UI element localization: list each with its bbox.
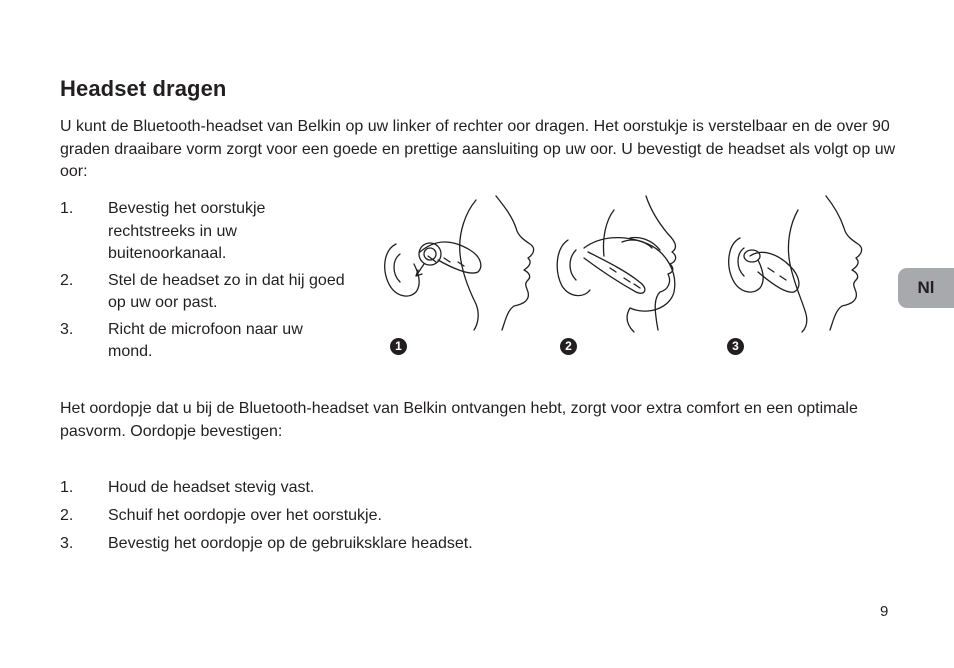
eargel-steps-list xyxy=(60,477,760,561)
list-item-text: Schuif het oordopje over het oorstukje. xyxy=(108,507,382,524)
illustration-figure-2 xyxy=(557,196,675,332)
wear-steps-list xyxy=(60,198,350,368)
page-title: Headset dragen xyxy=(60,76,227,101)
list-item xyxy=(60,319,350,364)
list-item-text: Richt de microfoon naar uw mond. xyxy=(108,320,303,360)
list-item-number: 1. xyxy=(60,479,74,496)
list-item xyxy=(60,198,350,266)
list-item-number: 1. xyxy=(60,200,74,217)
list-item-text: Bevestig het oordopje op de gebruiksklare headset. xyxy=(108,535,473,552)
illustration-figure-1 xyxy=(385,196,534,330)
illustration-step-marker-2: 2 xyxy=(560,338,577,355)
illustration-step-marker-3: 3 xyxy=(727,338,744,355)
list-item xyxy=(60,270,350,315)
illustration-step-marker-1: 1 xyxy=(390,338,407,355)
list-item-number: 2. xyxy=(60,507,74,524)
list-item-number: 3. xyxy=(60,320,74,338)
list-item-text: Houd de headset stevig vast. xyxy=(108,479,315,496)
illustration-figure-3 xyxy=(729,196,862,332)
list-item-number: 2. xyxy=(60,271,74,289)
language-tab: Nl xyxy=(898,268,954,308)
intro-paragraph: U kunt de Bluetooth-headset van Belkin op uw linker of rechter oor dragen. Het oorstukje is verstelbaar en de over 90 graden draaibare vorm zorgt voor een goede en prettige aansluiting op uw oor. U bevestigt de headset als volgt op uw oor: xyxy=(60,118,896,180)
page-number: 9 xyxy=(880,603,889,620)
list-item-text: Bevestig het oorstukje rechtstreeks in uw buitenoorkanaal. xyxy=(108,200,266,262)
eargel-paragraph: Het oordopje dat u bij de Bluetooth-headset van Belkin ontvangen hebt, zorgt voor extra comfort en een optimale pasvorm. Oordopje bevestigen: xyxy=(60,400,858,440)
list-item-number: 3. xyxy=(60,535,74,552)
list-item-text: Stel de headset zo in dat hij goed op uw oor past. xyxy=(108,271,345,311)
headset-wearing-illustration xyxy=(378,192,878,337)
list-item xyxy=(60,477,760,500)
list-item xyxy=(60,505,760,528)
list-item xyxy=(60,533,760,556)
